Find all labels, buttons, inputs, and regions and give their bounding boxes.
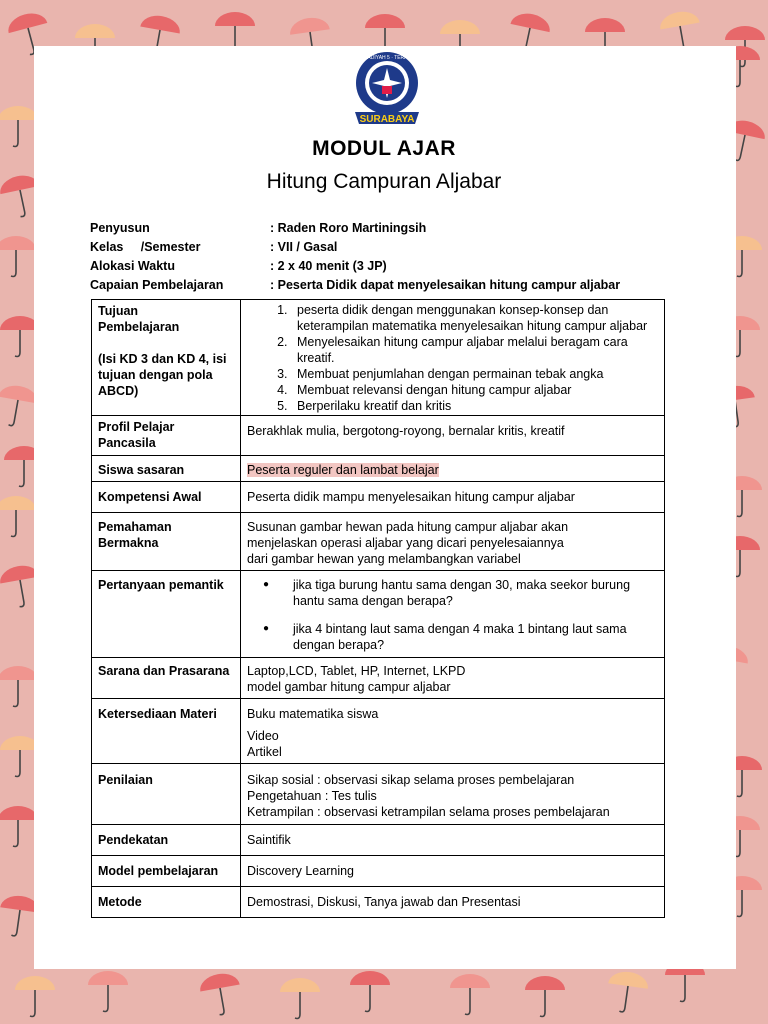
info-key: Kelas /Semester: [90, 240, 201, 254]
table-row: [92, 764, 665, 825]
row-value-siswa: [241, 456, 665, 482]
table-row: [92, 825, 665, 856]
highlighted-text: Peserta reguler dan lambat belajar: [247, 463, 439, 477]
row-key-model: Model pembelajaran: [92, 856, 241, 887]
table-row: [92, 887, 665, 918]
row-key-pertanyaan: Pertanyaan pemantik: [92, 571, 241, 658]
info-row: [90, 257, 620, 276]
row-key-siswa: Siswa sasaran: [92, 456, 241, 482]
list-item: 4. Membuat relevansi dengan hitung campur aljabar: [291, 382, 658, 398]
row-key-metode: Metode: [92, 887, 241, 918]
info-row: [90, 238, 620, 257]
tujuan-list: [247, 302, 658, 414]
row-value-materi: Buku matematika siswa Video Artikel: [241, 699, 665, 764]
table-row: [92, 658, 665, 699]
row-key-pendekatan: Pendekatan: [92, 825, 241, 856]
table-row: [92, 699, 665, 764]
table-row: [92, 482, 665, 513]
info-key: Penyusun: [90, 221, 150, 235]
table-row: [92, 513, 665, 571]
row-value-penilaian: Sikap sosial : observasi sikap selama proses pembelajaran Pengetahuan : Tes tulis Ketrampilan : observasi ketrampilan selama proses pembelajaran: [241, 764, 665, 825]
row-value-pemahaman: Susunan gambar hewan pada hitung campur aljabar akan menjelaskan operasi aljabar yang dicari penyelesaiannya dari gambar hewan yang melambangkan variabel: [241, 513, 665, 571]
list-item: ● jika 4 bintang laut sama dengan 4 maka 1 bintang laut sama dengan berapa?: [285, 621, 658, 653]
row-value-pendekatan: Saintifik: [241, 825, 665, 856]
row-key-materi: Ketersediaan Materi: [92, 699, 241, 764]
table-row: [92, 571, 665, 658]
module-table: [91, 299, 665, 918]
info-block: [90, 219, 620, 295]
list-item: 2. Menyelesaikan hitung campur aljabar melalui beragam cara kreatif.: [291, 334, 658, 366]
umbrella-icons-bottom: [15, 961, 705, 1019]
row-value-model: Discovery Learning: [241, 856, 665, 887]
row-key-kompetensi: Kompetensi Awal: [92, 482, 241, 513]
table-row: [92, 300, 665, 416]
info-row: [90, 276, 620, 295]
row-key-sarana: Sarana dan Prasarana: [92, 658, 241, 699]
row-key-pemahaman: Pemahaman Bermakna: [92, 513, 241, 571]
pertanyaan-list: [247, 577, 658, 653]
school-logo: [332, 50, 442, 126]
row-value-profil: Berakhlak mulia, bergotong-royong, bernalar kritis, kreatif: [241, 416, 665, 456]
row-key-profil: Profil Pelajar Pancasila: [92, 416, 241, 456]
list-item: 5. Berperilaku kreatif dan kritis: [291, 398, 658, 414]
table-row: [92, 856, 665, 887]
row-value-pertanyaan: [241, 571, 665, 658]
document-title: MODUL AJAR: [312, 137, 456, 160]
info-value: : 2 x 40 menit (3 JP): [270, 259, 387, 273]
document-subtitle: Hitung Campuran Aljabar: [266, 170, 502, 193]
row-value-metode: Demostrasi, Diskusi, Tanya jawab dan Presentasi: [241, 887, 665, 918]
row-key-penilaian: Penilaian: [92, 764, 241, 825]
info-key: Alokasi Waktu: [90, 259, 175, 273]
row-value-kompetensi: Peserta didik mampu menyelesaikan hitung campur aljabar: [241, 482, 665, 513]
info-value: : Peserta Didik dapat menyelesaikan hitung campur aljabar: [270, 278, 621, 292]
logo-banner-text: SURABAYA: [359, 114, 415, 125]
info-row: [90, 219, 620, 238]
logo-ring-text: SMP MUHAMMADIYAH 5 · TERAKREDITASI "A": [332, 55, 442, 61]
info-key: Capaian Pembelajaran: [90, 278, 224, 292]
row-value-sarana: Laptop,LCD, Tablet, HP, Internet, LKPD model gambar hitung campur aljabar: [241, 658, 665, 699]
row-value-tujuan: [241, 300, 665, 416]
table-row: [92, 456, 665, 482]
list-item: 3. Membuat penjumlahan dengan permainan tebak angka: [291, 366, 658, 382]
info-value: : Raden Roro Martiningsih: [270, 221, 427, 235]
list-item: 1. peserta didik dengan menggunakan konsep-konsep dan keterampilan matematika menyelesaikan hitung campur aljabar: [291, 302, 658, 334]
row-key-tujuan: Tujuan Pembelajaran (Isi KD 3 dan KD 4, isi tujuan dengan pola ABCD): [92, 300, 241, 416]
list-item: ● jika tiga burung hantu sama dengan 30, maka seekor burung hantu sama dengan berapa?: [285, 577, 658, 609]
table-row: [92, 416, 665, 456]
info-value: : VII / Gasal: [270, 240, 338, 254]
